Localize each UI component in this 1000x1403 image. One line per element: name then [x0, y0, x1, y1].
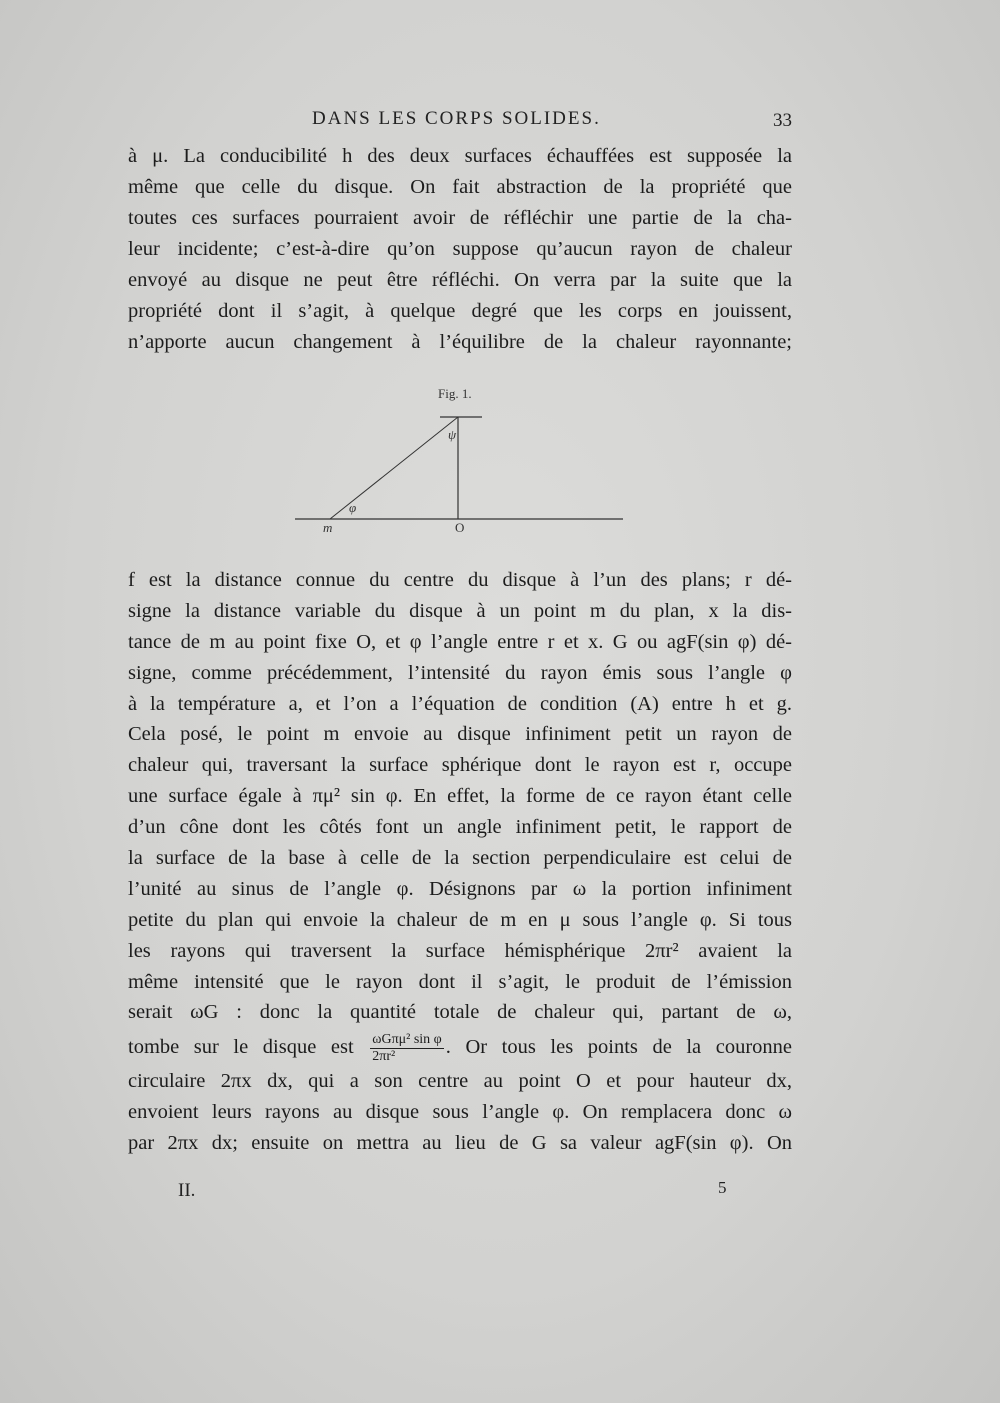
- figure-caption: Fig. 1.: [438, 386, 472, 401]
- signature-mark: II.: [178, 1180, 196, 1201]
- text-line: signe la distance variable du disque à un point m du plan, x la dis-: [128, 599, 792, 622]
- text-line: chaleur qui, traversant la surface sphérique dont le rayon est r, occupe: [128, 754, 792, 777]
- formula-line: [128, 1028, 792, 1066]
- signature-number: 5: [718, 1178, 727, 1197]
- text-line: circulaire 2πx dx, qui a son centre au point O et pour hauteur dx,: [128, 1070, 792, 1093]
- text-line: toutes ces surfaces pourraient avoir de réfléchir une partie de la cha-: [128, 207, 792, 229]
- formula-text-after: . Or tous les points de la couronne: [445, 1036, 792, 1059]
- text-line: les rayons qui traversent la surface hémisphérique 2πr² avaient la: [128, 939, 792, 962]
- figure-1: [280, 380, 640, 540]
- fraction-denominator: 2πr²: [372, 1049, 396, 1065]
- formula-text-before: tombe sur le disque est: [128, 1036, 354, 1059]
- text-line: la surface de la base à celle de la section perpendiculaire est celui de: [128, 847, 792, 870]
- text-line: envoyé au disque ne peut être réfléchi. On verra par la suite que la: [128, 269, 792, 291]
- text-line: à μ. La conducibilité h des deux surfaces échauffées est supposée la: [128, 145, 792, 167]
- phi-label: φ: [349, 500, 357, 515]
- text-line: d’un cône dont les côtés font un angle infiniment petit, le rapport de: [128, 816, 792, 839]
- text-line: même intensité que le rayon dont il s’agit, le produit de l’émission: [128, 970, 792, 993]
- point-m-label: m: [323, 520, 333, 535]
- text-line: envoient leurs rayons au disque sous l’angle φ. On remplacera donc ω: [128, 1101, 792, 1124]
- text-line: serait ωG : donc la quantité totale de chaleur qui, partant de ω,: [128, 1001, 792, 1024]
- text-line: propriété dont il s’agit, à quelque degré que les corps en jouissent,: [128, 300, 792, 322]
- text-line: signe, comme précédemment, l’intensité du rayon émis sous l’angle φ: [128, 661, 792, 684]
- text-line: n’apporte aucun changement à l’équilibre de la chaleur rayonnante;: [128, 331, 792, 353]
- paragraph-top: [128, 141, 792, 358]
- text-line: petite du plan qui envoie la chaleur de m en μ sous l’angle φ. Si tous: [128, 908, 792, 931]
- page-header: [0, 108, 1000, 138]
- text-line: par 2πx dx; ensuite on mettra au lieu de G sa valeur agF(sin φ). On: [128, 1132, 792, 1155]
- psi-label: ψ: [448, 427, 457, 442]
- fraction: [370, 1032, 444, 1065]
- paragraph-bottom: [128, 565, 792, 1159]
- text-line: même que celle du disque. On fait abstraction de la propriété que: [128, 176, 792, 198]
- fraction-numerator: ωGπμ² sin φ: [372, 1032, 442, 1048]
- running-head: DANS LES CORPS SOLIDES.: [312, 108, 601, 129]
- text-line: une surface égale à πμ² sin φ. En effet, la forme de ce rayon étant celle: [128, 785, 792, 808]
- figure-diagram: [280, 380, 640, 540]
- text-line: Cela posé, le point m envoie au disque infiniment petit un rayon de: [128, 723, 792, 746]
- text-line: f est la distance connue du centre du disque à l’un des plans; r dé-: [128, 569, 792, 591]
- text-line: à la température a, et l’on a l’équation de condition (A) entre h et g.: [128, 692, 792, 715]
- text-line: tance de m au point fixe O, et φ l’angle entre r et x. G ou agF(sin φ) dé-: [128, 630, 792, 653]
- text-line: l’unité au sinus de l’angle φ. Désignons par ω la portion infiniment: [128, 877, 792, 900]
- page-number: 33: [773, 110, 792, 131]
- point-o-label: O: [455, 520, 465, 535]
- text-line: leur incidente; c’est-à-dire qu’on suppose qu’aucun rayon de chaleur: [128, 238, 792, 260]
